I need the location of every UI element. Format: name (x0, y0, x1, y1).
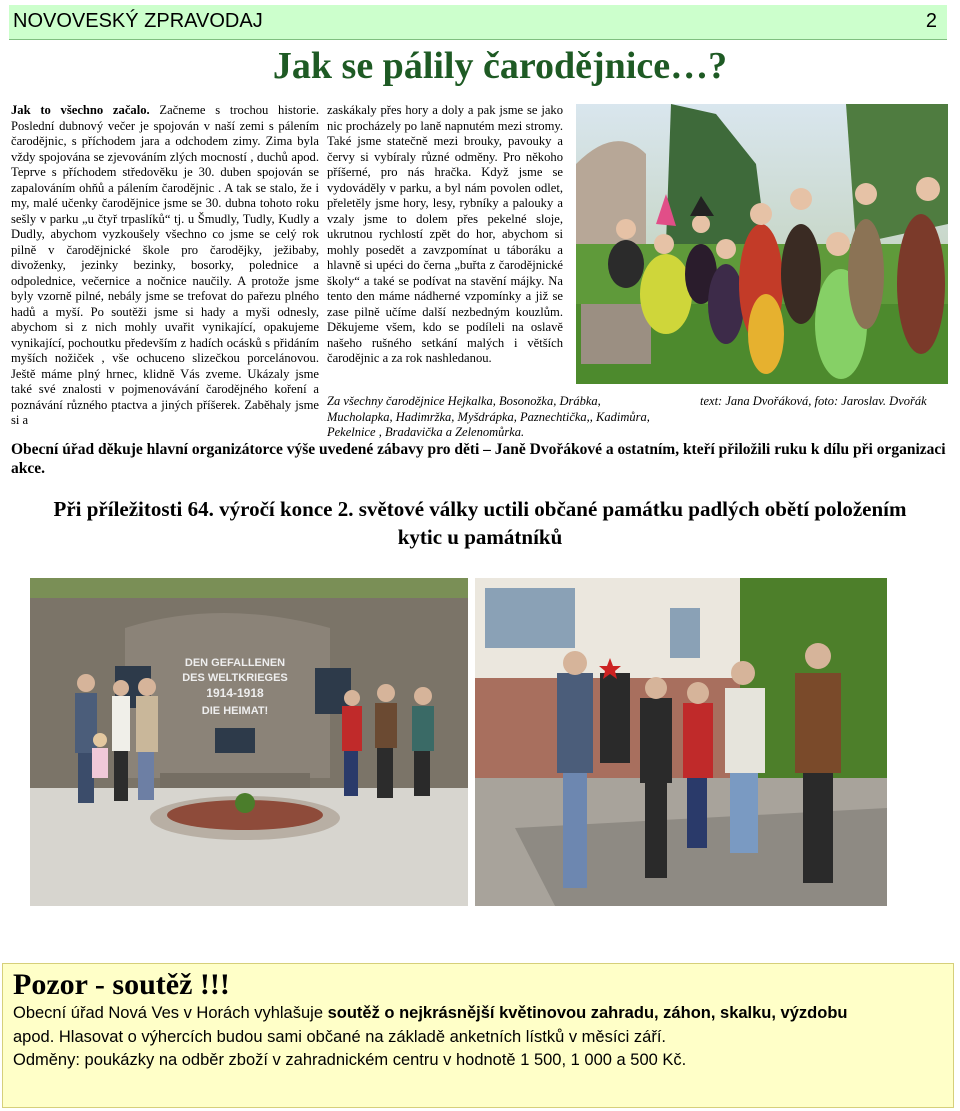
contest-text-start: Obecní úřad Nová Ves v Horách vyhlašuje (13, 1004, 328, 1022)
contest-text-bold: soutěž o nejkrásnější květinovou zahradu, záhon, skalku, výzdobu (327, 1004, 848, 1022)
article-body-1: Začneme s trochou historie. Poslední dubnový večer je spojován v naší zemi s pálením čarodějnic, s příchodem jara a odchodem zimy. Zima byla vždy spojována se zjevováním zlých mocností , duchů apod. Teprve s příchodem středověku je 30. duben spojován se zapalováním ohňů a pálením čarodějnic . A tak se stalo, že i my, malé učenky čarodějnice jsme se 30. dubna tohoto roku sešly v parku „u čtyř trpaslíků“ tj. u Šmudly, Tudly, Kudly a Dudly, abychom vyzkoušely všechno co jsme se celý rok pilně v čarodějnické škole pro čarodějky, ježibaby, divoženky, jezinky bezinky, bosorky, polednice a odpolednice, večernice a nočnice naučily. A protože jsme byly vzorně pilné, nebály jsme se trefovat do pařezu plného hadů a myší. Po soutěži jsme si hady a myši odnesly, abychom si z nich mohly uvařit vynikající, opakujeme vynikající, pochoutku především z hadích ocásků s přidáním myších nožiček , vše ochuceno slizečkou porcelánovou. Ještě máme plný hrnec, klidně Vás zveme. Ukázaly jsme také své znalosti v pojmenovávání čarodějného koření a poznávání různého ptactva a jiných příšerek. Zaběhaly jsme si a (11, 103, 319, 427)
memorial-building-photo (475, 578, 887, 906)
contest-text-line3: Odměny: poukázky na odběr zboží v zahradnickém centru v hodnotě 1 500, 1 000 a 500 Kč. (13, 1051, 687, 1069)
photo-credit: text: Jana Dvořáková, foto: Jaroslav. Dvořák (700, 394, 927, 408)
memorial-photo (30, 578, 468, 906)
article2-title: Při příležitosti 64. výročí konce 2. světové války uctili občané památku padlých obětí položením kytic u památníků (53, 497, 907, 549)
memorial-inscription-2: DES WELTKRIEGES (182, 672, 288, 684)
memorial-inscription-1: DEN GEFALLENEN (184, 657, 286, 669)
memorial-inscription-4: DIE HEIMAT! (201, 705, 269, 717)
article-column-1 (11, 103, 319, 429)
page-number: 2 (925, 10, 937, 32)
page-header (9, 5, 947, 40)
thanks-note: Obecní úřad děkuje hlavní organizátorce výše uvedené zábavy pro děti – Janě Dvořákové a ostatním, kteří přiložili ruku k dílu při organizaci akce. (11, 441, 946, 477)
article-column-2: zaskákaly přes hory a doly a pak jsme se jako nic procházely po laně napnutém mezi stromy. Také jsme statečně mezi brouky, pavouky a červy si vybíraly různé odměny. Pro někoho příšerné, pro nás hračka. Když jsme se vydováděly v parku, a byl nám povolen odlet, přeletěly jsme hory, lesy, rybníky a palouky a vzaly jsme to dolem přes pekelné sloje, ukrutnou rychlostí zpět do hor, abychom si mohly posedět a zavzpomínat u táboráku a hlavně si upéci do černa „buřta z čarodějnické školy“ a také se podívat na stavění májky. Na tento den máme nádherné vzpomínky a již se zase pilně učíme další nezbedným kouzlům. Děkujeme všem, kdo se podíleli na oslavě našeho rušného setkání malých i větších čarodějnic a za rok nashledanou. (327, 103, 563, 365)
article-title: Jak se pálily čarodějnice…? (272, 45, 728, 87)
newsletter-title: NOVOVESKÝ ZPRAVODAJ (13, 10, 263, 32)
memorial-inscription-3: 1914-1918 (206, 686, 264, 700)
photo-caption: Za všechny čarodějnice Hejkalka, Bosonožka, Drábka, Mucholapka, Hadimržka, Myšdrápka, Paznechtička,, Kadimůra, Pekelnice , Bradavička a Zelenomůrka. (327, 394, 650, 439)
contest-announcement (2, 963, 954, 1108)
article-lead: Jak to všechno začalo. (11, 103, 150, 117)
contest-heading: Pozor - soutěž !!! (13, 968, 230, 1001)
contest-text-line2: apod. Hlasovat o výhercích budou sami občané na základě anketních lístků v měsíci září. (13, 1027, 667, 1046)
witches-photo (576, 104, 948, 384)
contest-body (13, 1002, 938, 1073)
